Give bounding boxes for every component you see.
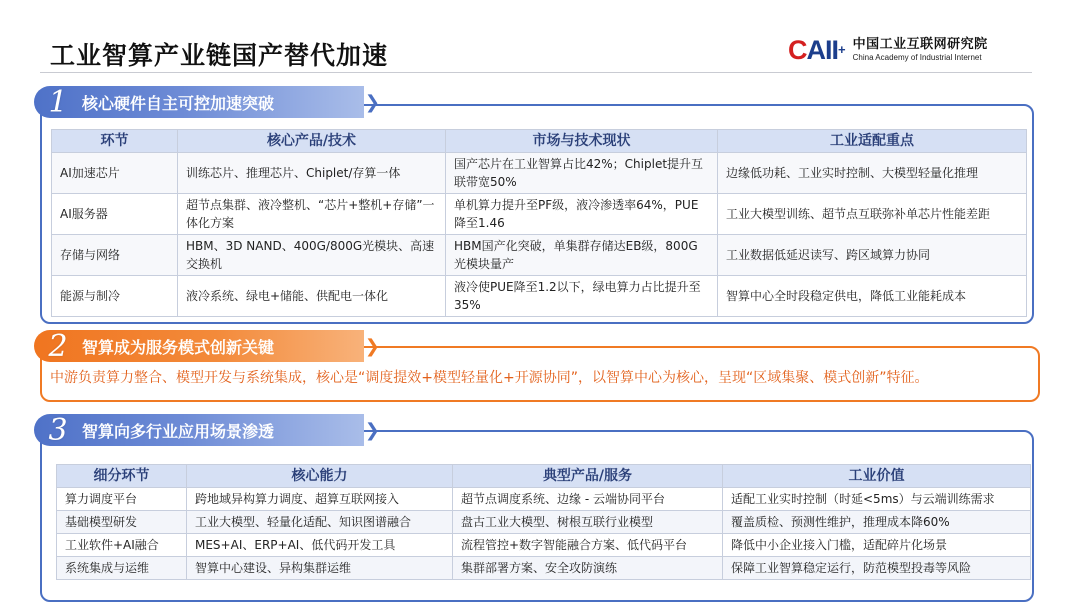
table-cell: 工业软件+AI融合 <box>57 534 187 557</box>
section-3-band <box>34 412 380 448</box>
column-header: 市场与技术现状 <box>446 130 718 153</box>
logo-text <box>853 38 988 62</box>
table-row <box>57 511 1031 534</box>
section-2-description: 中游负责算力整合、模型开发与系统集成，核心是“调度提效+模型轻量化+开源协同”，以智算中心为核心，呈现“区域集聚、模式创新”特征。 <box>50 370 929 386</box>
table-cell: 集群部署方案、安全攻防演练 <box>453 557 723 580</box>
section-1-title: 核心硬件自主可控加速突破 <box>82 93 275 113</box>
table-cell: 智算中心建设、异构集群运维 <box>187 557 453 580</box>
chevron-right-icon: ❯ <box>364 336 380 357</box>
column-header: 工业价值 <box>723 465 1031 488</box>
table-cell: 智算中心全时段稳定供电，降低工业能耗成本 <box>718 276 1027 317</box>
table-cell: 保障工业智算稳定运行，防范模型投毒等风险 <box>723 557 1031 580</box>
section-3-title: 智算向多行业应用场景渗透 <box>82 421 275 441</box>
table-cell: 边缘低功耗、工业实时控制、大模型轻量化推理 <box>718 153 1027 194</box>
page-title: 工业智算产业链国产替代加速 <box>50 41 389 70</box>
section-2-number: 2 <box>48 328 68 364</box>
table-cell: 降低中小企业接入门槛，适配碎片化场景 <box>723 534 1031 557</box>
logo <box>788 36 988 64</box>
table-cell: 工业大模型、轻量化适配、知识图谱融合 <box>187 511 453 534</box>
table-cell: 工业数据低延迟读写、跨区域算力协同 <box>718 235 1027 276</box>
table-cell: 单机算力提升至PF级，液冷渗透率64%，PUE降至1.46 <box>446 194 718 235</box>
logo-name-en: China Academy of Industrial Internet <box>852 53 982 62</box>
table-row <box>57 488 1031 511</box>
chevron-right-icon: ❯ <box>364 92 380 113</box>
table-cell: 超节点调度系统、边缘 - 云端协同平台 <box>453 488 723 511</box>
table-cell: 盘古工业大模型、树根互联行业模型 <box>453 511 723 534</box>
table-row <box>57 557 1031 580</box>
table-cell: 适配工业实时控制（时延<5ms）与云端训练需求 <box>723 488 1031 511</box>
section-1-band <box>34 84 380 120</box>
table-row <box>52 194 1027 235</box>
section-3-header <box>34 412 380 448</box>
section-1-header <box>34 84 380 120</box>
table-header-row <box>52 130 1027 153</box>
table-cell: 训练芯片、推理芯片、Chiplet/存算一体 <box>178 153 446 194</box>
table-cell: 能源与制冷 <box>52 276 178 317</box>
column-header: 典型产品/服务 <box>453 465 723 488</box>
column-header: 环节 <box>52 130 178 153</box>
column-header: 核心能力 <box>187 465 453 488</box>
logo-mark-c: C <box>788 35 807 65</box>
logo-mark-rest: AII <box>806 35 839 65</box>
table-cell: 跨地域异构算力调度、超算互联网接入 <box>187 488 453 511</box>
table-cell: 工业大模型训练、超节点互联弥补单芯片性能差距 <box>718 194 1027 235</box>
table-cell: HBM、3D NAND、400G/800G光模块、高速交换机 <box>178 235 446 276</box>
table-cell: HBM国产化突破，单集群存储达EB级，800G光模块量产 <box>446 235 718 276</box>
table-cell: 系统集成与运维 <box>57 557 187 580</box>
column-header: 工业适配重点 <box>718 130 1027 153</box>
table-row <box>57 534 1031 557</box>
table-row <box>52 153 1027 194</box>
column-header: 核心产品/技术 <box>178 130 446 153</box>
section-3-number: 3 <box>48 412 68 448</box>
table-cell: AI服务器 <box>52 194 178 235</box>
application-table <box>56 464 1031 580</box>
section-1-number: 1 <box>48 84 68 120</box>
table-header-row <box>57 465 1031 488</box>
logo-name-cn: 中国工业互联网研究院 <box>852 37 988 52</box>
table-cell: 流程管控+数字智能融合方案、低代码平台 <box>453 534 723 557</box>
column-header: 细分环节 <box>57 465 187 488</box>
table-cell: 超节点集群、液冷整机、“芯片+整机+存储”一体化方案 <box>178 194 446 235</box>
chevron-right-icon: ❯ <box>364 420 380 441</box>
table-cell: 基础模型研发 <box>57 511 187 534</box>
table-cell: MES+AI、ERP+AI、低代码开发工具 <box>187 534 453 557</box>
logo-mark <box>788 36 845 64</box>
table-cell: 液冷使PUE降至1.2以下，绿电算力占比提升至35% <box>446 276 718 317</box>
hardware-table <box>51 129 1027 317</box>
section-2-title: 智算成为服务模式创新关键 <box>82 337 275 357</box>
title-divider <box>40 72 1032 73</box>
table-cell: 覆盖质检、预测性维护，推理成本降60% <box>723 511 1031 534</box>
table-cell: AI加速芯片 <box>52 153 178 194</box>
table-row <box>52 235 1027 276</box>
section-2-header <box>34 328 380 364</box>
logo-mark-plus: + <box>838 42 845 57</box>
section-2-band <box>34 328 380 364</box>
table-cell: 液冷系统、绿电+储能、供配电一体化 <box>178 276 446 317</box>
table-cell: 算力调度平台 <box>57 488 187 511</box>
table-row <box>52 276 1027 317</box>
table-cell: 存储与网络 <box>52 235 178 276</box>
table-cell: 国产芯片在工业智算占比42%；Chiplet提升互联带宽50% <box>446 153 718 194</box>
